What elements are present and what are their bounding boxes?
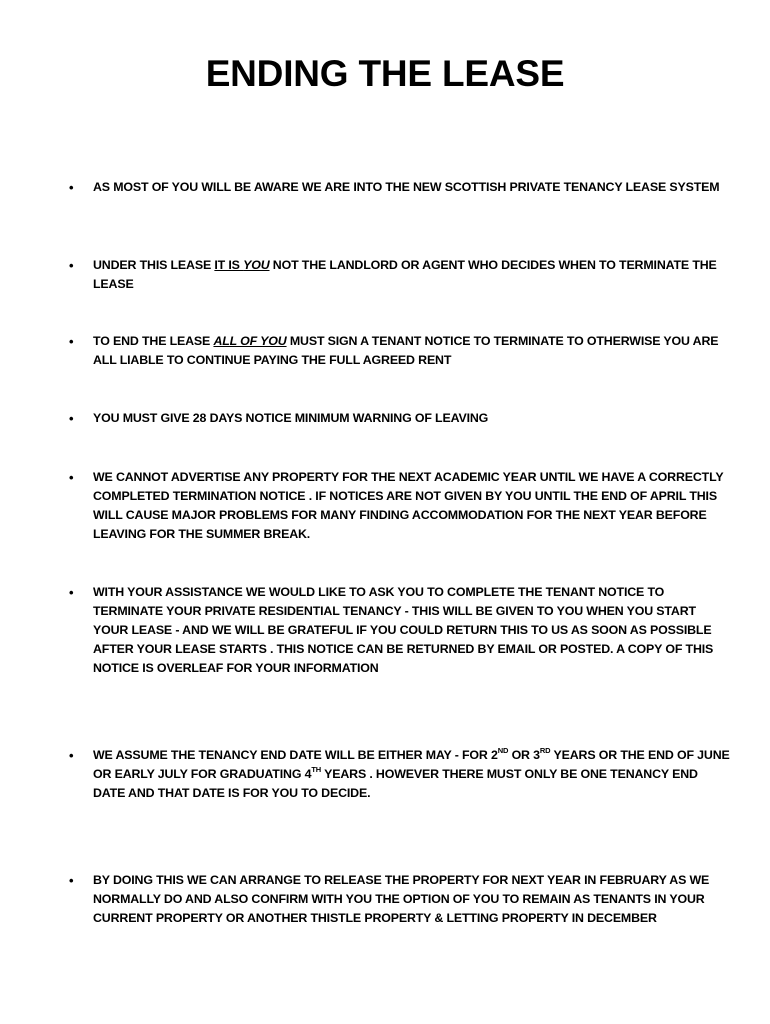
superscript: RD: [539, 746, 551, 755]
item-text: UNDER THIS LEASE: [93, 258, 215, 272]
item-text: WITH YOUR ASSISTANCE WE WOULD LIKE TO ASK YOU TO COMPLETE THE TENANT NOTICE TO TERMINATE YOUR PRIVATE RESIDENTIAL TENANCY - THIS WILL BE GIVEN TO YOU WHEN YOU START YOUR LEASE - AND WE WILL BE GRATEFUL IF YOU COULD RETURN THIS TO US AS SOON AS POSSIBLE AFTER YOUR LEASE STARTS . THIS NOTICE CAN BE RETURNED BY EMAIL OR POSTED. A COPY OF THIS NOTICE IS OVERLEAF FOR YOUR INFORMATION: [93, 585, 714, 675]
bullet-icon: •: [69, 873, 74, 888]
list-item: [93, 746, 733, 803]
list-item: [93, 583, 733, 678]
emphasis-text: YOU: [243, 258, 270, 272]
list-item: [93, 332, 733, 370]
item-text: YOU MUST GIVE 28 DAYS NOTICE MINIMUM WARNING OF LEAVING: [93, 411, 489, 425]
item-text: MUST SIGN A TENANT NOTICE TO TERMINATE TO OTHERWISE YOU ARE ALL LIABLE TO CONTINUE PAYING THE FULL AGREED RENT: [93, 334, 719, 367]
superscript: TH: [311, 765, 322, 774]
bullet-icon: •: [69, 258, 74, 273]
bullet-icon: •: [69, 334, 74, 349]
bullet-icon: •: [69, 180, 74, 195]
list-item: [93, 178, 733, 197]
item-text: YEARS . HOWEVER THERE MUST ONLY BE ONE TENANCY END DATE AND THAT DATE IS FOR YOU TO DECIDE.: [93, 767, 698, 800]
superscript: ND: [497, 746, 509, 755]
bullet-icon: •: [69, 748, 74, 763]
list-item: [93, 468, 733, 544]
item-text: NOT THE LANDLORD OR AGENT WHO DECIDES WHEN TO TERMINATE THE LEASE: [93, 258, 717, 291]
bullet-icon: •: [69, 470, 74, 485]
underlined-text: IT IS: [214, 258, 244, 272]
page-title: ENDING THE LEASE: [205, 53, 565, 94]
item-text: OR 3: [508, 748, 540, 762]
bullet-icon: •: [69, 411, 74, 426]
bullet-icon: •: [69, 585, 74, 600]
list-item: [93, 871, 733, 928]
item-text: YEARS OR THE END OF JUNE OR EARLY JULY FOR GRADUATING 4: [93, 748, 730, 781]
item-text: BY DOING THIS WE CAN ARRANGE TO RELEASE THE PROPERTY FOR NEXT YEAR IN FEBRUARY AS WE NORMALLY DO AND ALSO CONFIRM WITH YOU THE OPTION OF YOU TO REMAIN AS TENANTS IN YOUR CURRENT PROPERTY OR ANOTHER THISTLE PROPERTY & LETTING PROPERTY IN DECEMBER: [93, 873, 710, 925]
item-text: TO END THE LEASE: [93, 334, 214, 348]
list-item: [93, 256, 733, 294]
item-text: AS MOST OF YOU WILL BE AWARE WE ARE INTO THE NEW SCOTTISH PRIVATE TENANCY LEASE SYSTEM: [93, 180, 720, 194]
item-text: WE CANNOT ADVERTISE ANY PROPERTY FOR THE NEXT ACADEMIC YEAR UNTIL WE HAVE A CORRECTLY COMPLETED TERMINATION NOTICE . IF NOTICES ARE NOT GIVEN BY YOU UNTIL THE END OF APRIL THIS WILL CAUSE MAJOR PROBLEMS FOR MANY FINDING ACCOMMODATION FOR THE NEXT YEAR BEFORE LEAVING FOR THE SUMMER BREAK.: [93, 470, 724, 541]
item-text: WE ASSUME THE TENANCY END DATE WILL BE EITHER MAY - FOR 2: [93, 748, 498, 762]
list-item: [93, 409, 733, 428]
emphasis-text: ALL OF YOU: [213, 334, 287, 348]
